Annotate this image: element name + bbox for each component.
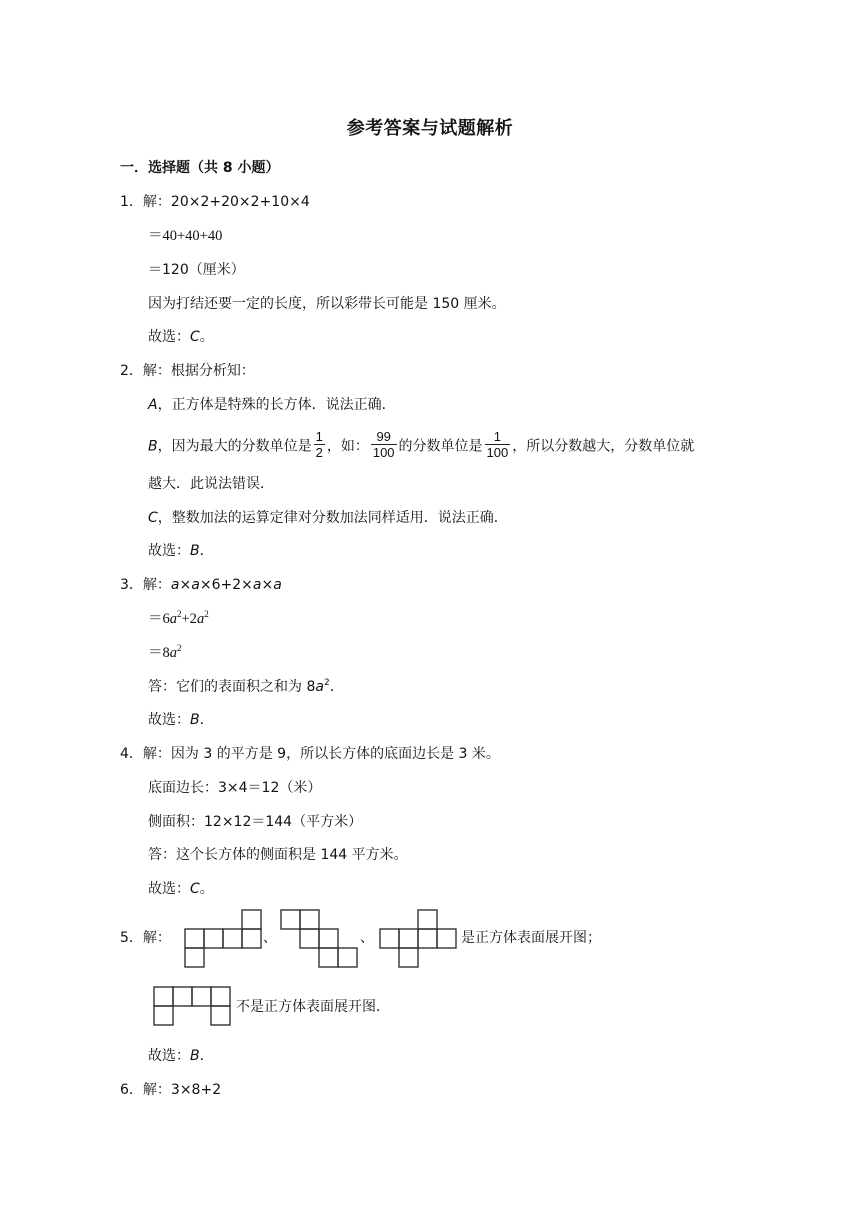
q4-lateral-area: 侧面积：12×12＝144（平方米） bbox=[148, 814, 363, 830]
q4-answer-letter: C bbox=[190, 881, 200, 897]
q2-label: 解： bbox=[142, 363, 171, 379]
q5-label-line bbox=[120, 928, 171, 948]
net-square bbox=[300, 910, 319, 929]
q5-label: 解： bbox=[142, 930, 171, 946]
net-square bbox=[380, 929, 399, 948]
q1-label: 解： bbox=[142, 194, 171, 210]
q4-number: 4． bbox=[120, 746, 143, 762]
net-square bbox=[185, 948, 204, 967]
net-square bbox=[300, 929, 319, 948]
q2-number: 2． bbox=[120, 363, 143, 379]
net-square bbox=[418, 910, 437, 929]
q2-option-c: C，整数加法的运算定律对分数加法同样适用．说法正确． bbox=[148, 510, 508, 526]
q4-base-edge: 底面边长：3×4＝12（米） bbox=[148, 780, 322, 796]
q1-expression: 20×2+20×2+10×4 bbox=[170, 194, 310, 210]
net-square bbox=[437, 929, 456, 948]
q4-first-line: 4．解：因为 3 的平方是 9，所以长方体的底面边长是 3 米。 bbox=[120, 746, 500, 762]
q3-label: 解： bbox=[142, 577, 171, 593]
q2-option-a: A，正方体是特殊的长方体．说法正确． bbox=[148, 397, 396, 413]
q4-label: 解： bbox=[142, 746, 171, 762]
q3-number: 3． bbox=[120, 577, 143, 593]
q6-first-line bbox=[120, 1080, 221, 1100]
fraction-one-half: $\frac{1}{2}$ bbox=[315, 429, 323, 460]
net-square bbox=[223, 929, 242, 948]
fraction-99-over-100: $\frac{99}{100}$ bbox=[372, 429, 395, 460]
q3-step-2: $=6a^2+2a^2$ bbox=[148, 609, 209, 627]
q4-answer: 故选：C。 bbox=[148, 881, 214, 897]
net-square bbox=[319, 948, 338, 967]
net-square bbox=[185, 929, 204, 948]
q4-conclusion: 答：这个长方体的侧面积是 144 平方米。 bbox=[148, 847, 408, 863]
net-square bbox=[399, 948, 418, 967]
q5-answer-letter: B bbox=[190, 1048, 200, 1064]
q5-not-net-text: 不是正方体表面展开图． bbox=[236, 999, 390, 1015]
q2-first-line bbox=[120, 361, 255, 381]
net-square bbox=[154, 987, 173, 1006]
q3-first-line: 3．解：a×a×6+2×a×a bbox=[120, 577, 282, 593]
q3-step-3: $=8a^2$ bbox=[148, 643, 182, 661]
q3-answer-letter: B bbox=[190, 712, 200, 728]
fraction-1-over-100: $\frac{1}{100}$ bbox=[486, 429, 509, 460]
q3-answer: 故选：B． bbox=[148, 712, 214, 728]
net-square bbox=[242, 929, 261, 948]
q2-intro: 根据分析知： bbox=[170, 363, 255, 379]
q6-expression: 3×8+2 bbox=[170, 1082, 222, 1098]
q3-conclusion: 答：它们的表面积之和为 $8a^2$． bbox=[148, 678, 344, 695]
q2-option-b: B，因为最大的分数单位是 $\frac{1}{2}$ ，如： $\frac{99}{100}$ 的分数单位是 $\frac{1}{100}$ ，所以分数越大，分数单位就 bbox=[148, 429, 695, 460]
net-square bbox=[211, 1006, 230, 1025]
net-square bbox=[173, 987, 192, 1006]
net-square bbox=[204, 929, 223, 948]
q6-label: 解： bbox=[142, 1082, 171, 1098]
q5-separator-1: 、 bbox=[263, 930, 277, 946]
cube-net-figure-1 bbox=[183, 908, 263, 968]
net-square bbox=[399, 929, 418, 948]
net-square bbox=[418, 929, 437, 948]
q1-answer: 故选：C。 bbox=[148, 329, 214, 345]
q5-separator-2: 、 bbox=[360, 930, 374, 946]
q5-answer: 故选：B． bbox=[148, 1048, 214, 1064]
q1-answer-letter: C bbox=[190, 329, 200, 345]
net-square bbox=[192, 987, 211, 1006]
section-heading: 一．选择题（共 8 小题） bbox=[120, 160, 280, 176]
q1-step-2: ＝40+40+40 bbox=[148, 228, 223, 244]
q1-step-3: ＝120（厘米） bbox=[148, 262, 245, 278]
cube-net-figure-3 bbox=[378, 908, 460, 968]
q2-option-b-cont: 越大．此说法错误． bbox=[148, 476, 274, 492]
q5-number: 5． bbox=[120, 930, 143, 946]
q2-answer: 故选：B． bbox=[148, 543, 214, 559]
q2-answer-letter: B bbox=[190, 543, 200, 559]
cube-net-figure-4 bbox=[151, 984, 235, 1028]
cube-net-figure-2 bbox=[279, 908, 359, 968]
net-square bbox=[154, 1006, 173, 1025]
net-square bbox=[319, 929, 338, 948]
q5-is-net-text: 是正方体表面展开图； bbox=[461, 930, 601, 946]
net-square bbox=[242, 910, 261, 929]
net-square bbox=[338, 948, 357, 967]
q1-reason: 因为打结还要一定的长度，所以彩带长可能是 150 厘米。 bbox=[148, 296, 506, 312]
net-square bbox=[281, 910, 300, 929]
q6-number: 6． bbox=[120, 1082, 143, 1098]
q1-number: 1． bbox=[120, 194, 143, 210]
page-title: 参考答案与试题解析 bbox=[346, 118, 514, 139]
net-square bbox=[211, 987, 230, 1006]
q1-first-line bbox=[120, 192, 310, 212]
